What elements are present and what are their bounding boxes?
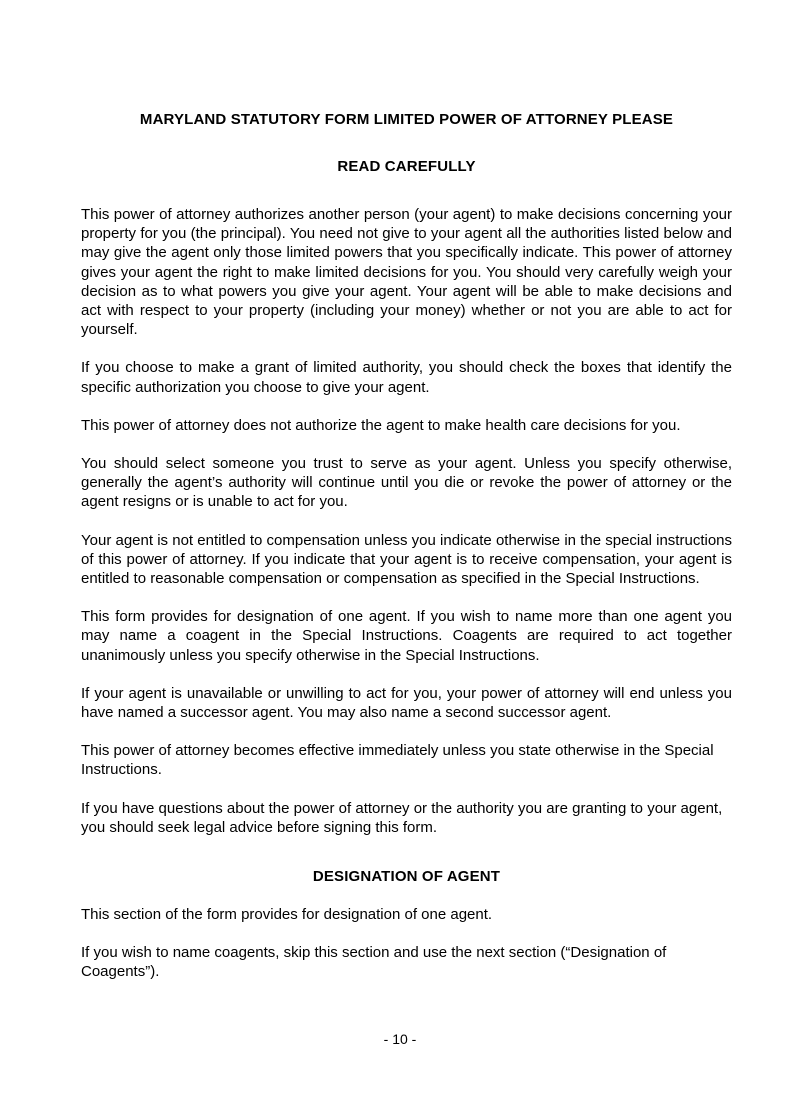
- paragraph-agent-compensation: Your agent is not entitled to compensation unless you indicate otherwise in the special instructions of this power of attorney. If you indicate that your agent is to receive compensation, your agent is entitled to reasonable compensation or compensation as specified in the Special Instructions.: [81, 531, 732, 588]
- paragraph-successor-agent: If your agent is unavailable or unwilling to act for you, your power of attorney will end unless you have named a successor agent. You may also name a second successor agent.: [81, 684, 732, 722]
- page-title: MARYLAND STATUTORY FORM LIMITED POWER OF ATTORNEY PLEASE: [139, 111, 674, 128]
- paragraph-coagent-designation: This form provides for designation of one agent. If you wish to name more than one agent you may name a coagent in the Special Instructions. Coagents are required to act together unanimously unless you specify otherwise in the Special Instructions.: [81, 608, 732, 664]
- document-body: [81, 104, 732, 982]
- paragraph-limited-authority-checkboxes: If you choose to make a grant of limited authority, you should check the boxes that identify the specific authorization you choose to give your agent.: [81, 359, 732, 396]
- paragraph-authorization-overview: This power of attorney authorizes another person (your agent) to make decisions concerning your property for you (the principal). You need not give to your agent all the authorities listed below and may give the agent only those limited powers that you specifically indicate. This power of attorney gives your agent the right to make limited decisions for you. You should very carefully weigh your decision as to what powers you give your agent. Your agent will be able to make decisions and act with respect to your property (including your money) whether or not you are able to act for yourself.: [81, 206, 732, 339]
- paragraph-legal-advice: If you have questions about the power of attorney or the authority you are granting to your agent, you should seek legal advice before signing this form.: [81, 799, 723, 836]
- paragraph-select-trusted-agent: You should select someone you trust to serve as your agent. Unless you specify otherwise, generally the agent’s authority will continue until you die or revoke the power of attorney or the agent resigns or is unable to act for you.: [81, 455, 732, 511]
- designation-of-agent-heading: DESIGNATION OF AGENT: [312, 868, 501, 886]
- page-number-footer: - 10 -: [383, 1031, 417, 1047]
- paragraph-skip-to-coagents: If you wish to name coagents, skip this section and use the next section (“Designation of Coagents”).: [81, 944, 667, 981]
- paragraph-section-one-agent: This section of the form provides for designation of one agent.: [81, 906, 493, 924]
- read-carefully-heading: READ CAREFULLY: [337, 158, 476, 175]
- paragraph-effective-immediately: This power of attorney becomes effective immediately unless you state otherwise in the Special Instructions.: [81, 742, 714, 779]
- paragraph-no-health-care-decisions: This power of attorney does not authorize the agent to make health care decisions for you.: [81, 416, 681, 434]
